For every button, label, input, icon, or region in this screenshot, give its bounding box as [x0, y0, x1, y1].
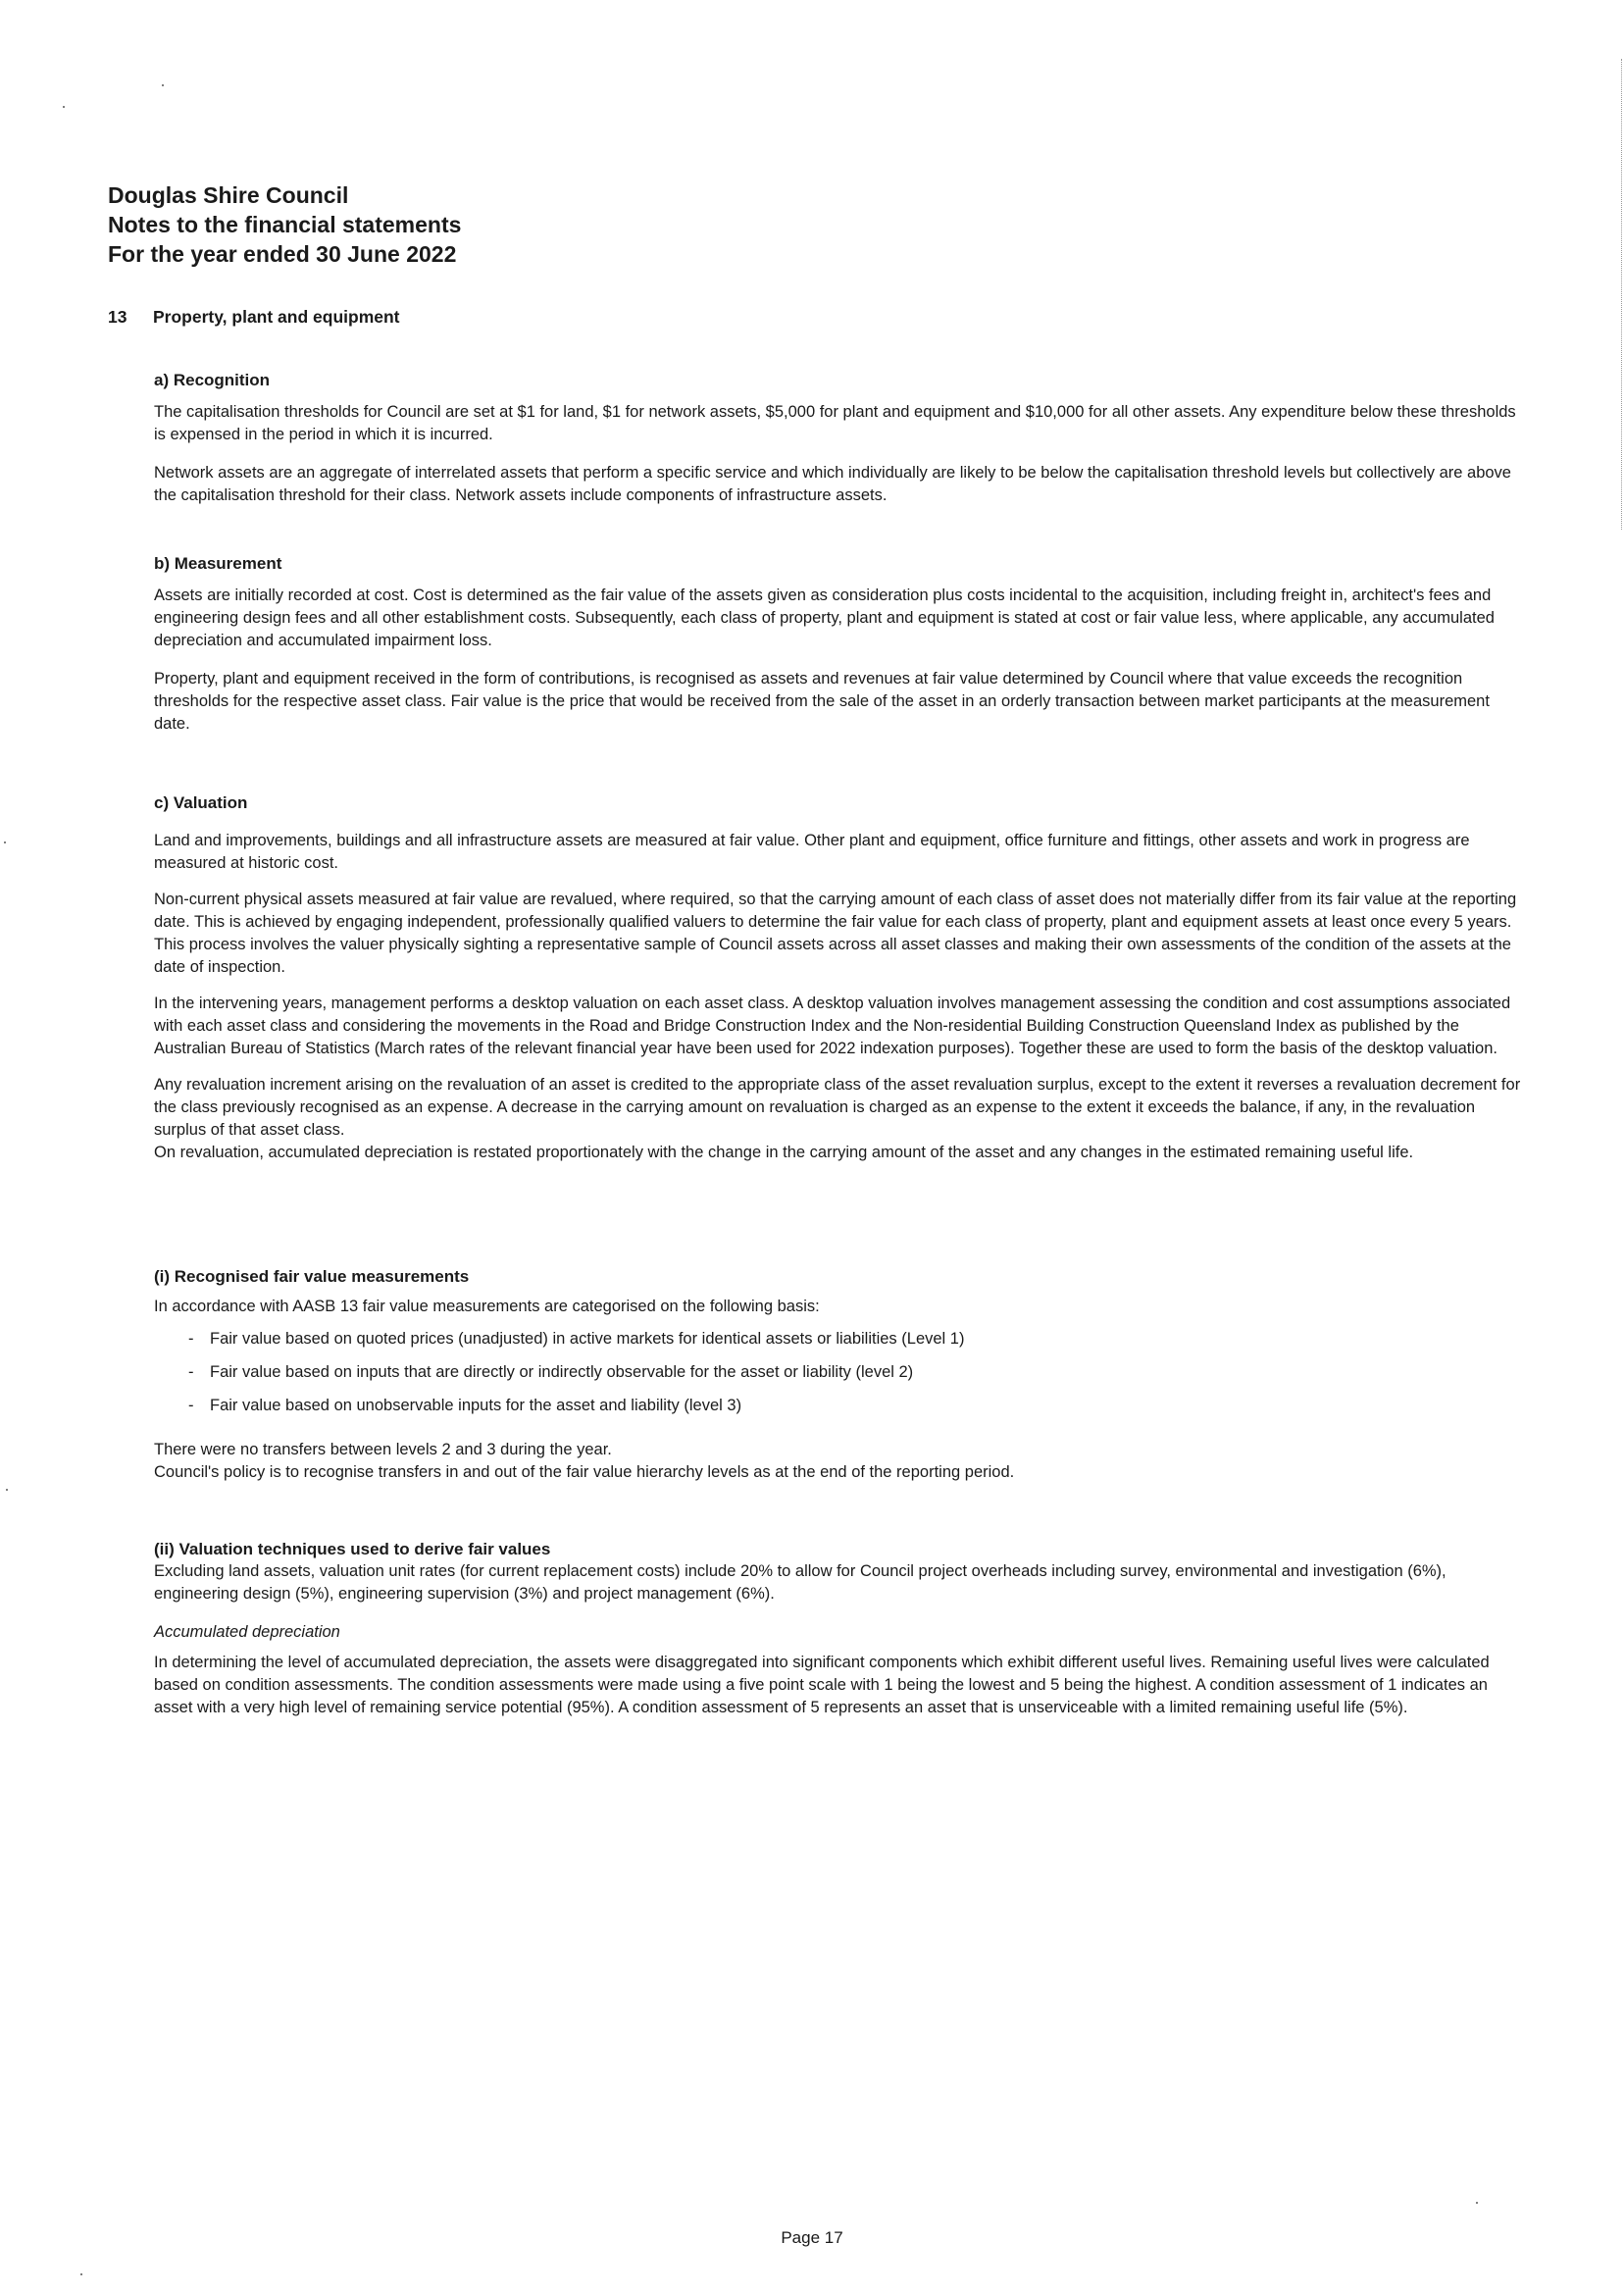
note-heading: Property, plant and equipment: [153, 307, 400, 327]
measurement-heading: b) Measurement: [154, 554, 282, 573]
valuation-heading: c) Valuation: [154, 793, 248, 812]
section-fair-value: [154, 1265, 1527, 1484]
valuation-paragraph-3: In the intervening years, management performs a desktop valuation on each asset class. A desktop valuation involves management assessing the condition and cost assumptions associated with each asset class and considering the movements in the Road and Bridge Construction Index and the Non-residential Building Construction Queensland Index as published by the Australian Bureau of Statistics (March rates of the relevant financial year have been used for 2022 indexation purposes). Together these are used to form the basis of the desktop valuation.: [154, 994, 1511, 1057]
scan-speck: [4, 841, 6, 843]
scan-speck: [1476, 2202, 1478, 2204]
list-item: - Fair value based on inputs that are directly or indirectly observable for the asset or liability (level 2): [188, 1361, 1527, 1384]
recognition-paragraph-2: Network assets are an aggregate of interrelated assets that perform a specific service and which individually are likely to be below the capitalisation threshold levels but collectively are above the capitalisation threshold for their class. Network assets include components of infrastructure assets.: [154, 464, 1511, 504]
page-number: Page 17: [781, 2228, 843, 2247]
fair-value-levels-list: [188, 1328, 1527, 1417]
section-recognition: [154, 369, 1527, 507]
accumulated-depreciation-subheading: Accumulated depreciation: [154, 1623, 340, 1641]
scan-speck: [6, 1489, 8, 1491]
scan-speck: [162, 84, 164, 86]
note-title: [108, 307, 400, 328]
measurement-paragraph-2: Property, plant and equipment received in the form of contributions, is recognised as assets and revenues at fair value determined by Council where that value exceeds the recognition thresholds for the respective asset class. Fair value is the price that would be received from the sale of the asset in an orderly transaction between market participants at the measurement date.: [154, 670, 1490, 733]
fair-value-heading: (i) Recognised fair value measurements: [154, 1267, 470, 1286]
document-header: [108, 180, 990, 269]
section-measurement: [154, 552, 1527, 736]
transfers-policy: Council's policy is to recognise transfers in and out of the fair value hierarchy levels as at the end of the reporting period.: [154, 1463, 1015, 1481]
scan-edge-mark: [1620, 59, 1622, 530]
valuation-paragraph-1: Land and improvements, buildings and all infrastructure assets are measured at fair value. Other plant and equipment, office furniture and fittings, other assets and work in progress are measured at historic cost.: [154, 832, 1470, 872]
council-name: Douglas Shire Council: [108, 182, 349, 208]
measurement-paragraph-1: Assets are initially recorded at cost. Cost is determined as the fair value of the assets given as consideration plus costs incidental to the acquisition, including freight in, architect's fees and engineering design fees and all other establishment costs. Subsequently, each class of property, plant and equipment is stated at cost or fair value less, where applicable, any accumulated depreciation and accumulated impairment loss.: [154, 586, 1495, 649]
valuation-paragraph-2: Non-current physical assets measured at fair value are revalued, where required, so that the carrying amount of each class of asset does not materially differ from its fair value at the reporting date. This is achieved by engaging independent, professionally qualified valuers to determine the fair value for each class of property, plant and equipment assets at least once every 5 years. This process involves the valuer physically sighting a representative sample of Council assets across all asset classes and making their own assessments of the condition of the assets at the date of inspection.: [154, 891, 1517, 976]
document-title: Notes to the financial statements: [108, 212, 462, 237]
list-item: - Fair value based on quoted prices (unadjusted) in active markets for identical assets or liabilities (Level 1): [188, 1328, 1527, 1351]
recognition-heading: a) Recognition: [154, 371, 271, 389]
section-valuation-techniques: [154, 1538, 1527, 1719]
techniques-paragraph-1: Excluding land assets, valuation unit rates (for current replacement costs) include 20% to allow for Council project overheads including survey, environmental and investigation (6%), engineering design (5%), engineering supervision (3%) and project management (6%).: [154, 1562, 1446, 1603]
valuation-paragraph-5: On revaluation, accumulated depreciation is restated proportionately with the change in the carrying amount of the asset and any changes in the estimated remaining useful life.: [154, 1144, 1414, 1161]
fair-value-intro: In accordance with AASB 13 fair value measurements are categorised on the following basis:: [154, 1298, 820, 1315]
note-number: 13: [108, 307, 127, 327]
section-valuation: [154, 791, 1527, 1164]
techniques-paragraph-2: In determining the level of accumulated depreciation, the assets were disaggregated into significant components which exhibit different useful lives. Remaining useful lives were calculated based on condition assessments. The condition assessments were made using a five point scale with 1 being the lowest and 5 being the highest. A condition assessment of 1 indicates an asset with a very high level of remaining service potential (95%). A condition assessment of 5 represents an asset that is unserviceable with a limited remaining useful life (5%).: [154, 1654, 1490, 1716]
techniques-heading: (ii) Valuation techniques used to derive fair values: [154, 1540, 551, 1558]
scan-speck: [63, 106, 65, 108]
scan-speck: [80, 2273, 82, 2275]
reporting-period: For the year ended 30 June 2022: [108, 241, 457, 267]
list-item: - Fair value based on unobservable inputs for the asset and liability (level 3): [188, 1395, 1527, 1417]
recognition-paragraph-1: The capitalisation thresholds for Council are set at $1 for land, $1 for network assets, $5,000 for plant and equipment and $10,000 for all other assets. Any expenditure below these thresholds is expensed in the period in which it is incurred.: [154, 403, 1516, 443]
valuation-paragraph-4: Any revaluation increment arising on the revaluation of an asset is credited to the appropriate class of the asset revaluation surplus, except to the extent it reverses a revaluation decrement for the class previously recognised as an expense. A decrease in the carrying amount on revaluation is charged as an expense to the extent it exceeds the balance, if any, in the revaluation surplus of that asset class.: [154, 1076, 1521, 1139]
transfers-note: There were no transfers between levels 2 and 3 during the year.: [154, 1441, 612, 1458]
